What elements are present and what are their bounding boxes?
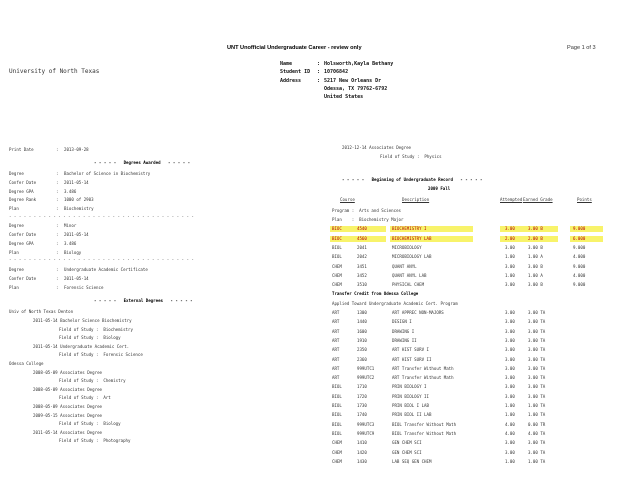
minor-field-value: 3.486 bbox=[64, 241, 77, 246]
transfer-attempted: 3.00 bbox=[505, 449, 515, 455]
course-number: 2041 bbox=[357, 244, 367, 250]
transfer-description: PRIN BIOL I LAB bbox=[392, 403, 429, 408]
external-degree-line: 2011-05-14 Associates Degree bbox=[33, 429, 103, 435]
transfer-number: 999UTC1 bbox=[357, 365, 375, 371]
degree-field-sep: : bbox=[56, 171, 59, 176]
transfer-earned-grade: 1.00 TA bbox=[528, 458, 546, 464]
transfer-number: 1710 bbox=[357, 384, 367, 390]
transfer-row bbox=[330, 310, 605, 317]
course-attempted: 3.00 bbox=[505, 282, 515, 288]
transfer-number: 1600 bbox=[357, 328, 367, 334]
external-degree-line: 2009-05-15 Associates Degree bbox=[33, 412, 103, 418]
print-date-sep: : bbox=[56, 147, 59, 152]
transfer-description: GEN CHEM SCI bbox=[392, 449, 422, 455]
degree-field-label: Confer Date bbox=[9, 179, 37, 185]
degree-field-sep: : bbox=[56, 188, 59, 194]
course-points: 9.000 bbox=[573, 263, 586, 269]
course-attempted: 1.00 bbox=[505, 254, 515, 260]
transfer-subject: BIOL bbox=[332, 430, 342, 436]
external-degrees-heading: - - - - - External Degrees - - - - - bbox=[94, 298, 193, 304]
plan-line: Plan : Biochemistry Major bbox=[332, 217, 404, 222]
student-field-value: 10706842 bbox=[324, 69, 349, 76]
transfer-row bbox=[330, 403, 605, 410]
transfer-attempted: 3.00 bbox=[505, 440, 515, 446]
course-earned-grade: 3.00 B bbox=[528, 244, 543, 250]
minor-field-label: Degree GPA bbox=[9, 241, 34, 246]
transfer-attempted: 4.00 bbox=[505, 430, 515, 436]
transfer-attempted: 3.00 bbox=[505, 356, 515, 362]
transfer-earned-grade: 1.00 TA bbox=[528, 412, 546, 418]
transfer-earned-grade: 3.00 TA bbox=[528, 337, 546, 343]
degree-field-label: Degree bbox=[9, 171, 24, 176]
course-number: 3451 bbox=[357, 263, 367, 269]
transfer-description: DESIGN I bbox=[392, 319, 412, 325]
minor-field-label: Plan bbox=[9, 249, 19, 255]
transfer-earned-grade: 1.00 TA bbox=[528, 403, 546, 408]
transfer-row bbox=[330, 357, 605, 364]
column-header-earned-grade: Earned Grade bbox=[523, 196, 553, 202]
course-description: BIOCHEMISTRY LAB bbox=[392, 235, 432, 241]
transfer-description: GEN CHEM SCI bbox=[392, 440, 422, 446]
transfer-description: ART Transfer Without Math bbox=[392, 375, 454, 381]
section-divider: - - - - - - - - - - - - - - - - - - - - - - - - - - - - - - - - - - - - - - bbox=[9, 257, 194, 263]
transfer-earned-grade: 0.00 TR bbox=[528, 421, 546, 427]
student-field-sep: : bbox=[317, 77, 321, 84]
course-row bbox=[330, 236, 605, 243]
student-field-value: Holsworth,Kayla Bethany bbox=[324, 61, 394, 67]
transfer-subject: ART bbox=[332, 375, 340, 381]
transfer-number: 2360 bbox=[357, 356, 367, 362]
course-earned-grade: 1.00 A bbox=[528, 254, 543, 260]
minor-field-sep: : bbox=[56, 232, 59, 238]
transfer-row bbox=[330, 319, 605, 326]
course-attempted: 3.00 bbox=[505, 244, 515, 250]
transfer-row bbox=[330, 450, 605, 457]
course-subject: BIOL bbox=[332, 254, 342, 260]
course-row bbox=[330, 264, 605, 271]
transfer-description: DRAWING I bbox=[392, 328, 415, 334]
transfer-subject: CHEM bbox=[332, 440, 342, 446]
course-row bbox=[330, 273, 605, 280]
transfer-row bbox=[330, 366, 605, 373]
course-attempted: 3.00 bbox=[505, 226, 515, 232]
transfer-earned-grade: 3.00 TA bbox=[528, 319, 546, 325]
transfer-number: 1910 bbox=[357, 337, 367, 343]
transfer-number: 1730 bbox=[357, 403, 367, 408]
transfer-description: ART HIST SURV I bbox=[392, 347, 429, 353]
transfer-subject: ART bbox=[332, 319, 340, 325]
transfer-attempted: 3.00 bbox=[505, 328, 515, 334]
transfer-subject: BIOL bbox=[332, 412, 342, 418]
transfer-row bbox=[330, 422, 605, 429]
course-row bbox=[330, 226, 605, 233]
transfer-earned-grade: 3.00 TA bbox=[528, 328, 546, 334]
transfer-subject: ART bbox=[332, 356, 340, 362]
course-attempted: 1.00 bbox=[505, 272, 515, 278]
external-degree-line: Field of Study : Biology bbox=[59, 335, 121, 341]
degree-field-label: Degree Rank bbox=[9, 197, 37, 203]
transfer-earned-grade: 3.00 TA bbox=[528, 384, 546, 390]
course-subject: CHEM bbox=[332, 263, 342, 269]
transfer-row bbox=[330, 338, 605, 345]
transfer-description: DRAWING II bbox=[392, 337, 417, 343]
course-subject: BIOC bbox=[332, 226, 342, 232]
transfer-number: 1720 bbox=[357, 393, 367, 399]
course-row bbox=[330, 282, 605, 289]
certificate-field-value: Undergraduate Academic Certificate bbox=[64, 267, 148, 272]
transfer-subject: ART bbox=[332, 337, 340, 343]
field-of-study-line: Field of Study : Physics bbox=[380, 153, 442, 159]
minor-field-sep: : bbox=[56, 223, 59, 229]
minor-field-label: Degree bbox=[9, 223, 24, 229]
transfer-attempted: 1.00 bbox=[505, 458, 515, 464]
page-number: Page 1 of 3 bbox=[567, 45, 596, 51]
transfer-attempted: 1.00 bbox=[505, 412, 515, 418]
course-points: 9.000 bbox=[573, 244, 586, 250]
transfer-subject: BIOL bbox=[332, 403, 342, 408]
transfer-attempted: 3.00 bbox=[505, 365, 515, 371]
course-description: MICROBIOLOGY LAB bbox=[392, 254, 432, 260]
external-degree-line: Odessa College bbox=[9, 361, 44, 366]
course-subject: CHEM bbox=[332, 282, 342, 288]
transfer-earned-grade: 3.00 TA bbox=[528, 393, 546, 399]
degree-field-value: Biochemistry bbox=[64, 206, 94, 212]
course-attempted: 3.00 bbox=[505, 263, 515, 269]
course-earned-grade: 3.00 B bbox=[528, 226, 543, 232]
transfer-subject: ART bbox=[332, 310, 340, 315]
external-degree-line: 2008-05-09 Associates Degree bbox=[33, 386, 103, 392]
transfer-attempted: 3.00 bbox=[505, 319, 515, 325]
minor-field-sep: : bbox=[56, 241, 59, 246]
degree-field-value: 1000 of 2903 bbox=[64, 197, 94, 203]
course-description: QUANT ANYL LAB bbox=[392, 272, 427, 278]
transfer-row bbox=[330, 412, 605, 419]
course-number: 3510 bbox=[357, 282, 367, 288]
transfer-description: BIOL Transfer Without Math bbox=[392, 430, 457, 436]
degree-field-label: Degree GPA bbox=[9, 188, 34, 194]
transfer-row bbox=[330, 329, 605, 336]
external-degree-line: Field of Study : Chemistry bbox=[59, 378, 126, 384]
column-header-description: Description bbox=[402, 196, 430, 202]
course-subject: CHEM bbox=[332, 272, 342, 278]
transfer-attempted: 3.00 bbox=[505, 310, 515, 315]
transfer-attempted: 1.00 bbox=[505, 403, 515, 408]
course-points: 9.000 bbox=[573, 282, 586, 288]
transfer-attempted: 3.00 bbox=[505, 393, 515, 399]
transfer-attempted: 3.00 bbox=[505, 337, 515, 343]
minor-field-value: 2011-05-14 bbox=[64, 232, 89, 238]
external-degree-line: 2011-05-14 Bachelor Science Biochemistry bbox=[33, 318, 132, 323]
program-line: Program : Arts and Sciences bbox=[332, 207, 402, 213]
transfer-number: 1420 bbox=[357, 449, 367, 455]
course-number: 4560 bbox=[357, 235, 367, 241]
transfer-number: 999UTC9 bbox=[357, 430, 375, 436]
transfer-subject: ART bbox=[332, 347, 340, 353]
university-name: University of North Texas bbox=[9, 68, 100, 75]
certificate-field-value: 2011-05-14 bbox=[64, 275, 89, 281]
degree-field-value: 3.486 bbox=[64, 188, 77, 194]
transfer-description: ART HIST SURV II bbox=[392, 356, 432, 362]
course-earned-grade: 2.00 B bbox=[528, 235, 543, 241]
transfer-attempted: 3.00 bbox=[505, 347, 515, 353]
degree-field-value: 2011-05-14 bbox=[64, 179, 89, 185]
minor-field-sep: : bbox=[56, 249, 59, 255]
certificate-field-sep: : bbox=[56, 284, 59, 290]
transfer-row bbox=[330, 431, 605, 438]
certificate-field-label: Plan bbox=[9, 284, 19, 290]
transfer-number: 1440 bbox=[357, 319, 367, 325]
column-header-course: Course bbox=[340, 196, 355, 202]
certificate-field-label: Degree bbox=[9, 267, 24, 272]
transfer-description: PRIN BIOLOGY I bbox=[392, 384, 427, 390]
certificate-field-value: Forensic Science bbox=[64, 284, 104, 290]
transfer-subject: ART bbox=[332, 365, 340, 371]
course-description: QUANT ANYL bbox=[392, 263, 417, 269]
external-degree-line: 2008-05-09 Associates Degree bbox=[33, 404, 103, 409]
external-degree-line: 2011-05-14 Undergraduate Academic Cert. bbox=[33, 343, 130, 349]
transfer-number: 1410 bbox=[357, 440, 367, 446]
transfer-row bbox=[330, 375, 605, 382]
transfer-number: 1430 bbox=[357, 458, 367, 464]
course-description: BIOCHEMISTRY I bbox=[392, 226, 427, 232]
course-number: 2042 bbox=[357, 254, 367, 260]
student-field-sep: : bbox=[317, 69, 321, 76]
transfer-description: ART APPREC NON-MAJORS bbox=[392, 310, 444, 315]
term-label: 2009 Fall bbox=[428, 185, 451, 191]
document-title: UNT Unofficial Undergraduate Career - review only bbox=[227, 45, 362, 51]
course-attempted: 2.00 bbox=[505, 235, 515, 241]
certificate-field-sep: : bbox=[56, 267, 59, 272]
transfer-program-line: Applied Toward Undergraduate Academic Cert. Program bbox=[332, 300, 458, 306]
transfer-earned-grade: 3.00 TA bbox=[528, 365, 546, 371]
external-degree-line: Field of Study : Photography bbox=[59, 438, 131, 444]
transfer-description: LAB SEQ GEN CHEM bbox=[392, 458, 432, 464]
student-field-value: 5217 New Orleans Dr bbox=[324, 77, 382, 84]
transfer-row bbox=[330, 394, 605, 401]
external-degree-line: 2008-05-09 Associates Degree bbox=[33, 369, 103, 375]
external-degree-line: Univ of North Texas Denton bbox=[9, 309, 74, 315]
column-header-points: Points bbox=[577, 196, 592, 202]
course-row bbox=[330, 254, 605, 261]
associates-degree-line: 2012-12-14 Associates Degree bbox=[342, 145, 412, 150]
course-points: 6.000 bbox=[573, 235, 586, 241]
transfer-number: 1740 bbox=[357, 412, 367, 418]
transfer-subject: BIOL bbox=[332, 421, 342, 427]
course-subject: BIOL bbox=[332, 244, 342, 250]
column-header-attempted: Attempted bbox=[500, 196, 523, 202]
transfer-number: 999UTC2 bbox=[357, 375, 375, 381]
external-degree-line: Field of Study : Biochemistry bbox=[59, 326, 133, 332]
course-points: 4.000 bbox=[573, 272, 586, 278]
transfer-earned-grade: 3.00 TA bbox=[528, 375, 546, 381]
minor-field-value: Biology bbox=[64, 249, 82, 255]
transfer-row bbox=[330, 459, 605, 466]
degree-field-label: Plan bbox=[9, 206, 19, 212]
course-subject: BIOC bbox=[332, 235, 342, 241]
course-row bbox=[330, 245, 605, 252]
course-points: 4.000 bbox=[573, 254, 586, 260]
transfer-description: ART Transfer Without Math bbox=[392, 365, 454, 371]
transfer-subject: CHEM bbox=[332, 458, 342, 464]
student-field-label: Address bbox=[280, 77, 302, 84]
transfer-earned-grade: 4.00 TA bbox=[528, 430, 546, 436]
course-points: 9.000 bbox=[573, 226, 586, 232]
record-heading: - - - - - Beginning of Undergraduate Record - - - - - bbox=[342, 176, 483, 182]
transfer-attempted: 3.00 bbox=[505, 384, 515, 390]
transfer-row bbox=[330, 440, 605, 447]
course-description: MICROBIOLOGY bbox=[392, 244, 422, 250]
degree-field-sep: : bbox=[56, 206, 59, 212]
transfer-earned-grade: 3.00 TA bbox=[528, 449, 546, 455]
degree-field-sep: : bbox=[56, 197, 59, 203]
student-field-label: Name bbox=[280, 61, 293, 67]
course-earned-grade: 3.00 B bbox=[528, 263, 543, 269]
external-degree-line: Field of Study : Biology bbox=[59, 421, 121, 427]
external-degree-line: Field of Study : Forensic Science bbox=[59, 352, 143, 358]
transfer-description: BIOL Transfer Without Math bbox=[392, 421, 457, 427]
transfer-description: PRIN BIOL II LAB bbox=[392, 412, 432, 418]
transfer-earned-grade: 3.00 TA bbox=[528, 440, 546, 446]
transfer-earned-grade: 3.00 TA bbox=[528, 347, 546, 353]
course-number: 3452 bbox=[357, 272, 367, 278]
course-description: PHYSICAL CHEM bbox=[392, 282, 425, 288]
student-field-value: Odessa, TX 79762-6792 bbox=[324, 85, 388, 92]
transfer-attempted: 3.00 bbox=[505, 375, 515, 381]
degree-field-sep: : bbox=[56, 179, 59, 185]
external-degree-line: Field of Study : Art bbox=[59, 395, 111, 401]
transfer-number: 1300 bbox=[357, 310, 367, 315]
transfer-attempted: 4.00 bbox=[505, 421, 515, 427]
transfer-number: 999UTC3 bbox=[357, 421, 375, 427]
transfer-heading: Transfer Credit from Odessa College bbox=[332, 291, 419, 297]
certificate-field-sep: : bbox=[56, 275, 59, 281]
minor-field-value: Minor bbox=[64, 223, 77, 229]
transfer-row bbox=[330, 347, 605, 354]
transfer-subject: BIOL bbox=[332, 384, 342, 390]
degrees-awarded-heading: - - - - - Degrees Awarded - - - - - bbox=[94, 160, 191, 165]
student-field-sep: : bbox=[317, 61, 321, 67]
student-field-label: Student ID bbox=[280, 69, 311, 76]
transfer-subject: ART bbox=[332, 328, 340, 334]
transfer-subject: CHEM bbox=[332, 449, 342, 455]
transfer-row bbox=[330, 384, 605, 391]
student-field-value: United States bbox=[324, 94, 364, 101]
minor-field-label: Confer Date bbox=[9, 232, 37, 238]
course-number: 4540 bbox=[357, 226, 367, 232]
transfer-number: 2350 bbox=[357, 347, 367, 353]
transfer-subject: BIOL bbox=[332, 393, 342, 399]
transfer-earned-grade: 3.00 TA bbox=[528, 356, 546, 362]
certificate-field-label: Confer Date bbox=[9, 275, 37, 281]
section-divider: - - - - - - - - - - - - - - - - - - - - - - - - - - - - - - - - - - - - - - bbox=[9, 213, 194, 219]
transfer-description: PRIN BIOLOGY II bbox=[392, 393, 429, 399]
course-earned-grade: 1.00 A bbox=[528, 272, 543, 278]
course-earned-grade: 3.00 B bbox=[528, 282, 543, 288]
transfer-earned-grade: 3.00 TA bbox=[528, 310, 546, 315]
print-date-label: Print Date bbox=[9, 147, 34, 152]
print-date-value: 2013-09-28 bbox=[64, 147, 89, 152]
degree-field-value: Bachelor of Science in Biochemistry bbox=[64, 171, 151, 176]
